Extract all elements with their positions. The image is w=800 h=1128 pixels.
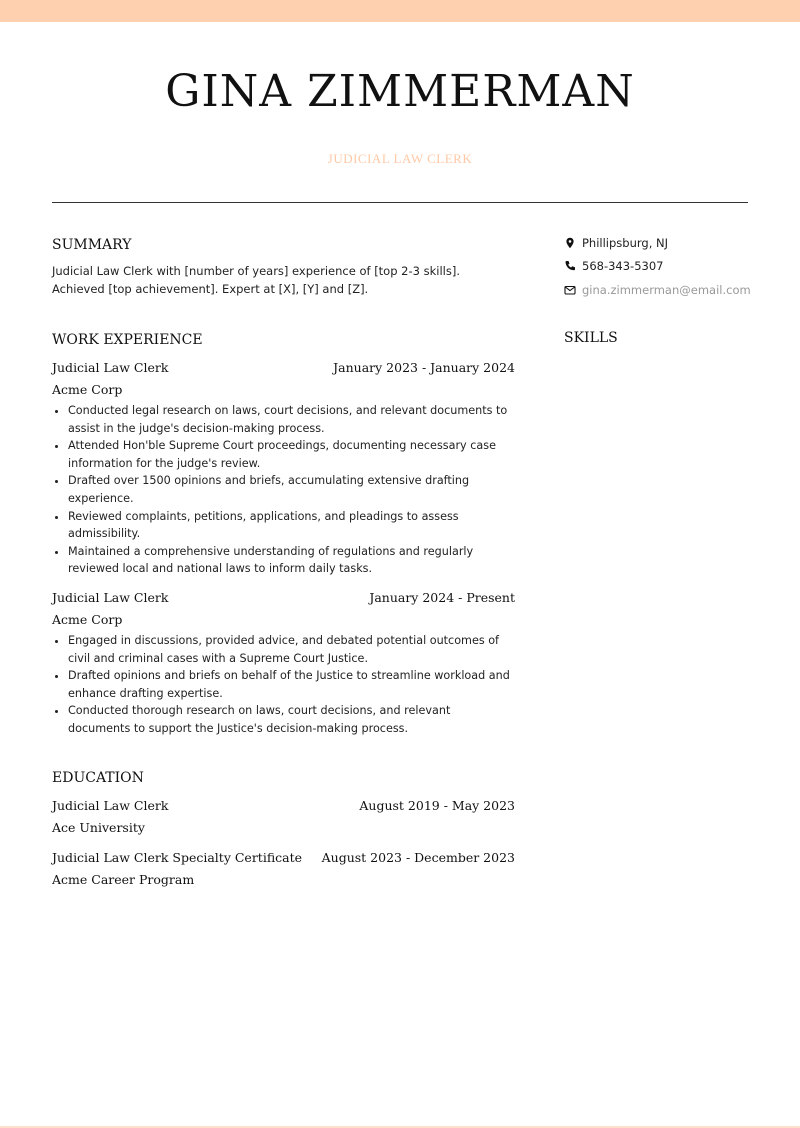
education-degree: Judicial Law Clerk Specialty Certificate [52, 850, 303, 865]
contact-email-link[interactable]: gina.zimmerman@email.com [582, 282, 751, 297]
job-dates: January 2023 - January 2024 [333, 360, 515, 375]
job-title: Judicial Law Clerk [52, 590, 169, 605]
job-bullet: • Conducted legal research on laws, court decisions, and relevant documents to assist in the judge's decision-making process. [68, 402, 515, 437]
job-entry [52, 359, 515, 578]
job-bullet: • Attended Hon'ble Supreme Court proceedings, documenting necessary case information for the judge's review. [68, 437, 515, 472]
candidate-role: JUDICIAL LAW CLERK [327, 151, 473, 166]
job-company: Acme Corp [52, 612, 123, 627]
education-entry [52, 849, 515, 889]
contact-block [564, 231, 754, 302]
job-bullet: • Drafted over 1500 opinions and briefs, accumulating extensive drafting experience. [68, 472, 515, 507]
job-bullet: • Maintained a comprehensive understanding of regulations and regularly reviewed local and national laws to inform daily tasks. [68, 543, 515, 578]
contact-location [564, 231, 754, 255]
header-divider [52, 202, 748, 203]
education-entry [52, 797, 515, 837]
envelope-icon [564, 284, 576, 296]
job-entry [52, 589, 515, 738]
candidate-name: GINA ZIMMERMAN [165, 66, 635, 117]
education-degree: Judicial Law Clerk [52, 798, 169, 813]
contact-email[interactable] [564, 278, 754, 302]
job-bullet: • Engaged in discussions, provided advice, and debated potential outcomes of civil and criminal cases with a Supreme Court Justice. [68, 632, 515, 667]
contact-phone-text: 568-343-5307 [582, 259, 664, 274]
job-bullet: • Drafted opinions and briefs on behalf of the Justice to streamline workload and enhance drafting expertise. [68, 667, 515, 702]
work-experience-heading: WORK EXPERIENCE [52, 332, 203, 348]
location-pin-icon [564, 237, 576, 249]
job-dates: January 2024 - Present [369, 590, 515, 605]
job-bullet: • Reviewed complaints, petitions, applications, and pleadings to assess admissibility. [68, 508, 515, 543]
job-bullets [52, 632, 515, 738]
education-dates: August 2019 - May 2023 [359, 798, 515, 813]
job-bullets [52, 402, 515, 578]
education-school: Acme Career Program [52, 872, 195, 887]
skills-heading: SKILLS [564, 330, 618, 346]
top-accent-band [0, 0, 800, 22]
summary-text: Judicial Law Clerk with [number of years] experience of [top 2-3 skills]. Achieved [top achievement]. Expert at [X], [Y] and [Z]. [52, 264, 460, 296]
contact-location-text: Phillipsburg, NJ [582, 235, 669, 250]
job-company: Acme Corp [52, 382, 123, 397]
education-school: Ace University [52, 820, 145, 835]
education-heading: EDUCATION [52, 770, 144, 786]
job-bullet: • Conducted thorough research on laws, court decisions, and relevant documents to support the Justice's decision-making process. [68, 702, 515, 737]
phone-icon [564, 260, 576, 272]
job-title: Judicial Law Clerk [52, 360, 169, 375]
education-dates: August 2023 - December 2023 [321, 850, 515, 865]
contact-phone [564, 255, 754, 279]
summary-heading: SUMMARY [52, 237, 132, 253]
